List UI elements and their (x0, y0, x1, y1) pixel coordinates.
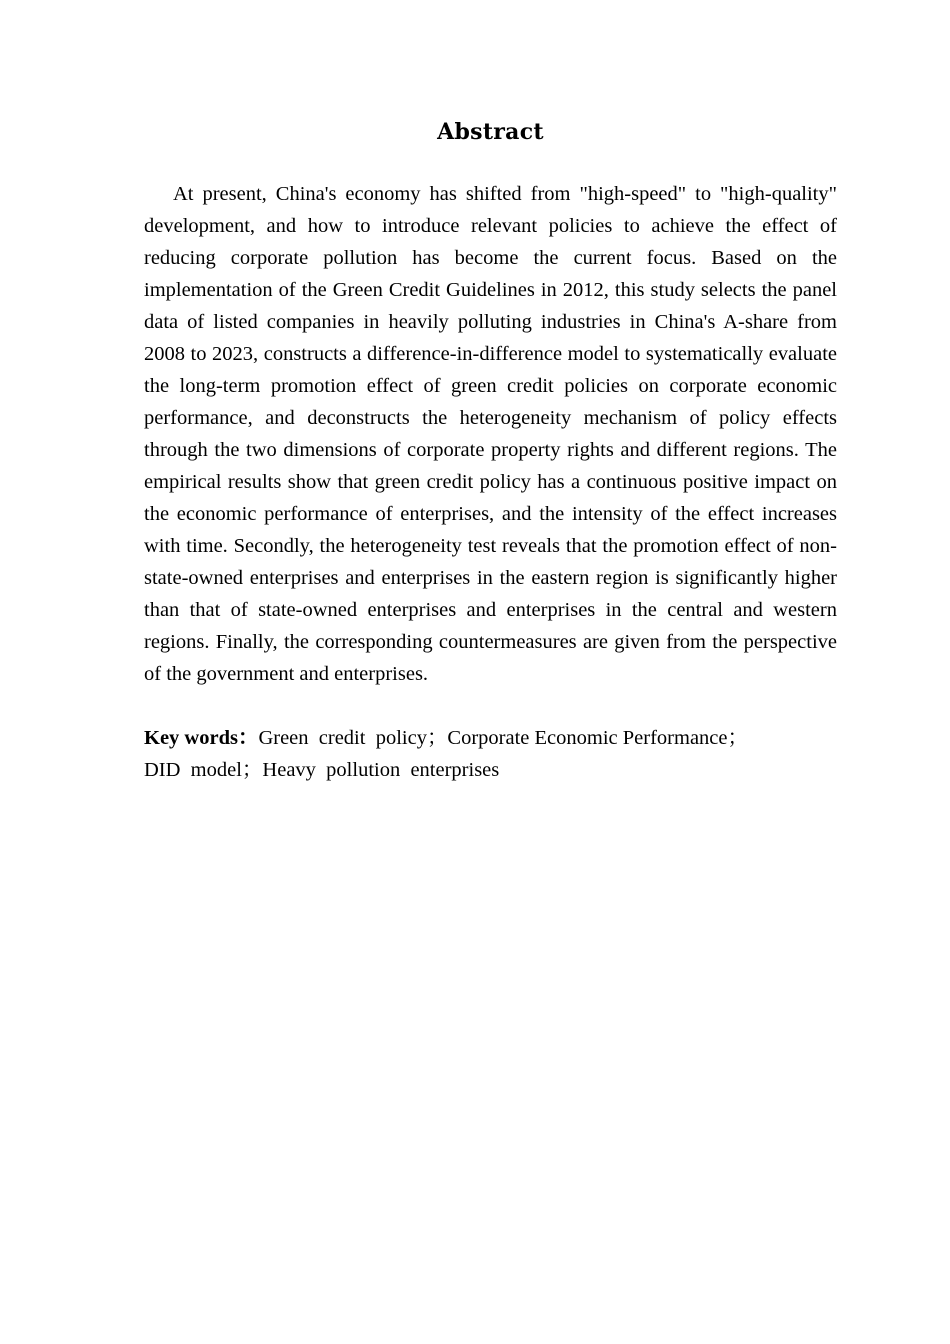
abstract-title: Abstract (437, 119, 544, 145)
keywords-section (144, 722, 837, 786)
abstract-body: At present, China's economy has shifted from "high-speed" to "high-quality" development, and how to introduce relevant policies to achieve the effect of reducing corporate pollution has become the current focus. Based on the implementation of the Green Credit Guidelines in 2012, this study selects the panel data of listed companies in heavily polluting industries in China's A-share from 2008 to 2023, constructs a difference-in-difference model to systematically evaluate the long-term promotion effect of green credit policies on corporate economic performance, and deconstructs the heterogeneity mechanism of policy effects through the two dimensions of corporate property rights and different regions. The empirical results show that green credit policy has a continuous positive impact on the economic performance of enterprises, and the intensity of the effect increases with time. Secondly, the heterogeneity test reveals that the promotion effect of non-state-owned enterprises and enterprises in the eastern region is significantly higher than that of state-owned enterprises and enterprises in the central and western regions. Finally, the corresponding countermeasures are given from the perspective of the government and enterprises. (144, 183, 837, 685)
keywords-line-2: DID model；Heavy pollution enterprises (144, 759, 500, 781)
keywords-label: Key words： (144, 727, 259, 749)
keywords-line-1 (144, 722, 837, 754)
abstract-page (144, 112, 837, 786)
keywords-list-1: Green credit policy；Corporate Economic Performance； (258, 727, 748, 749)
